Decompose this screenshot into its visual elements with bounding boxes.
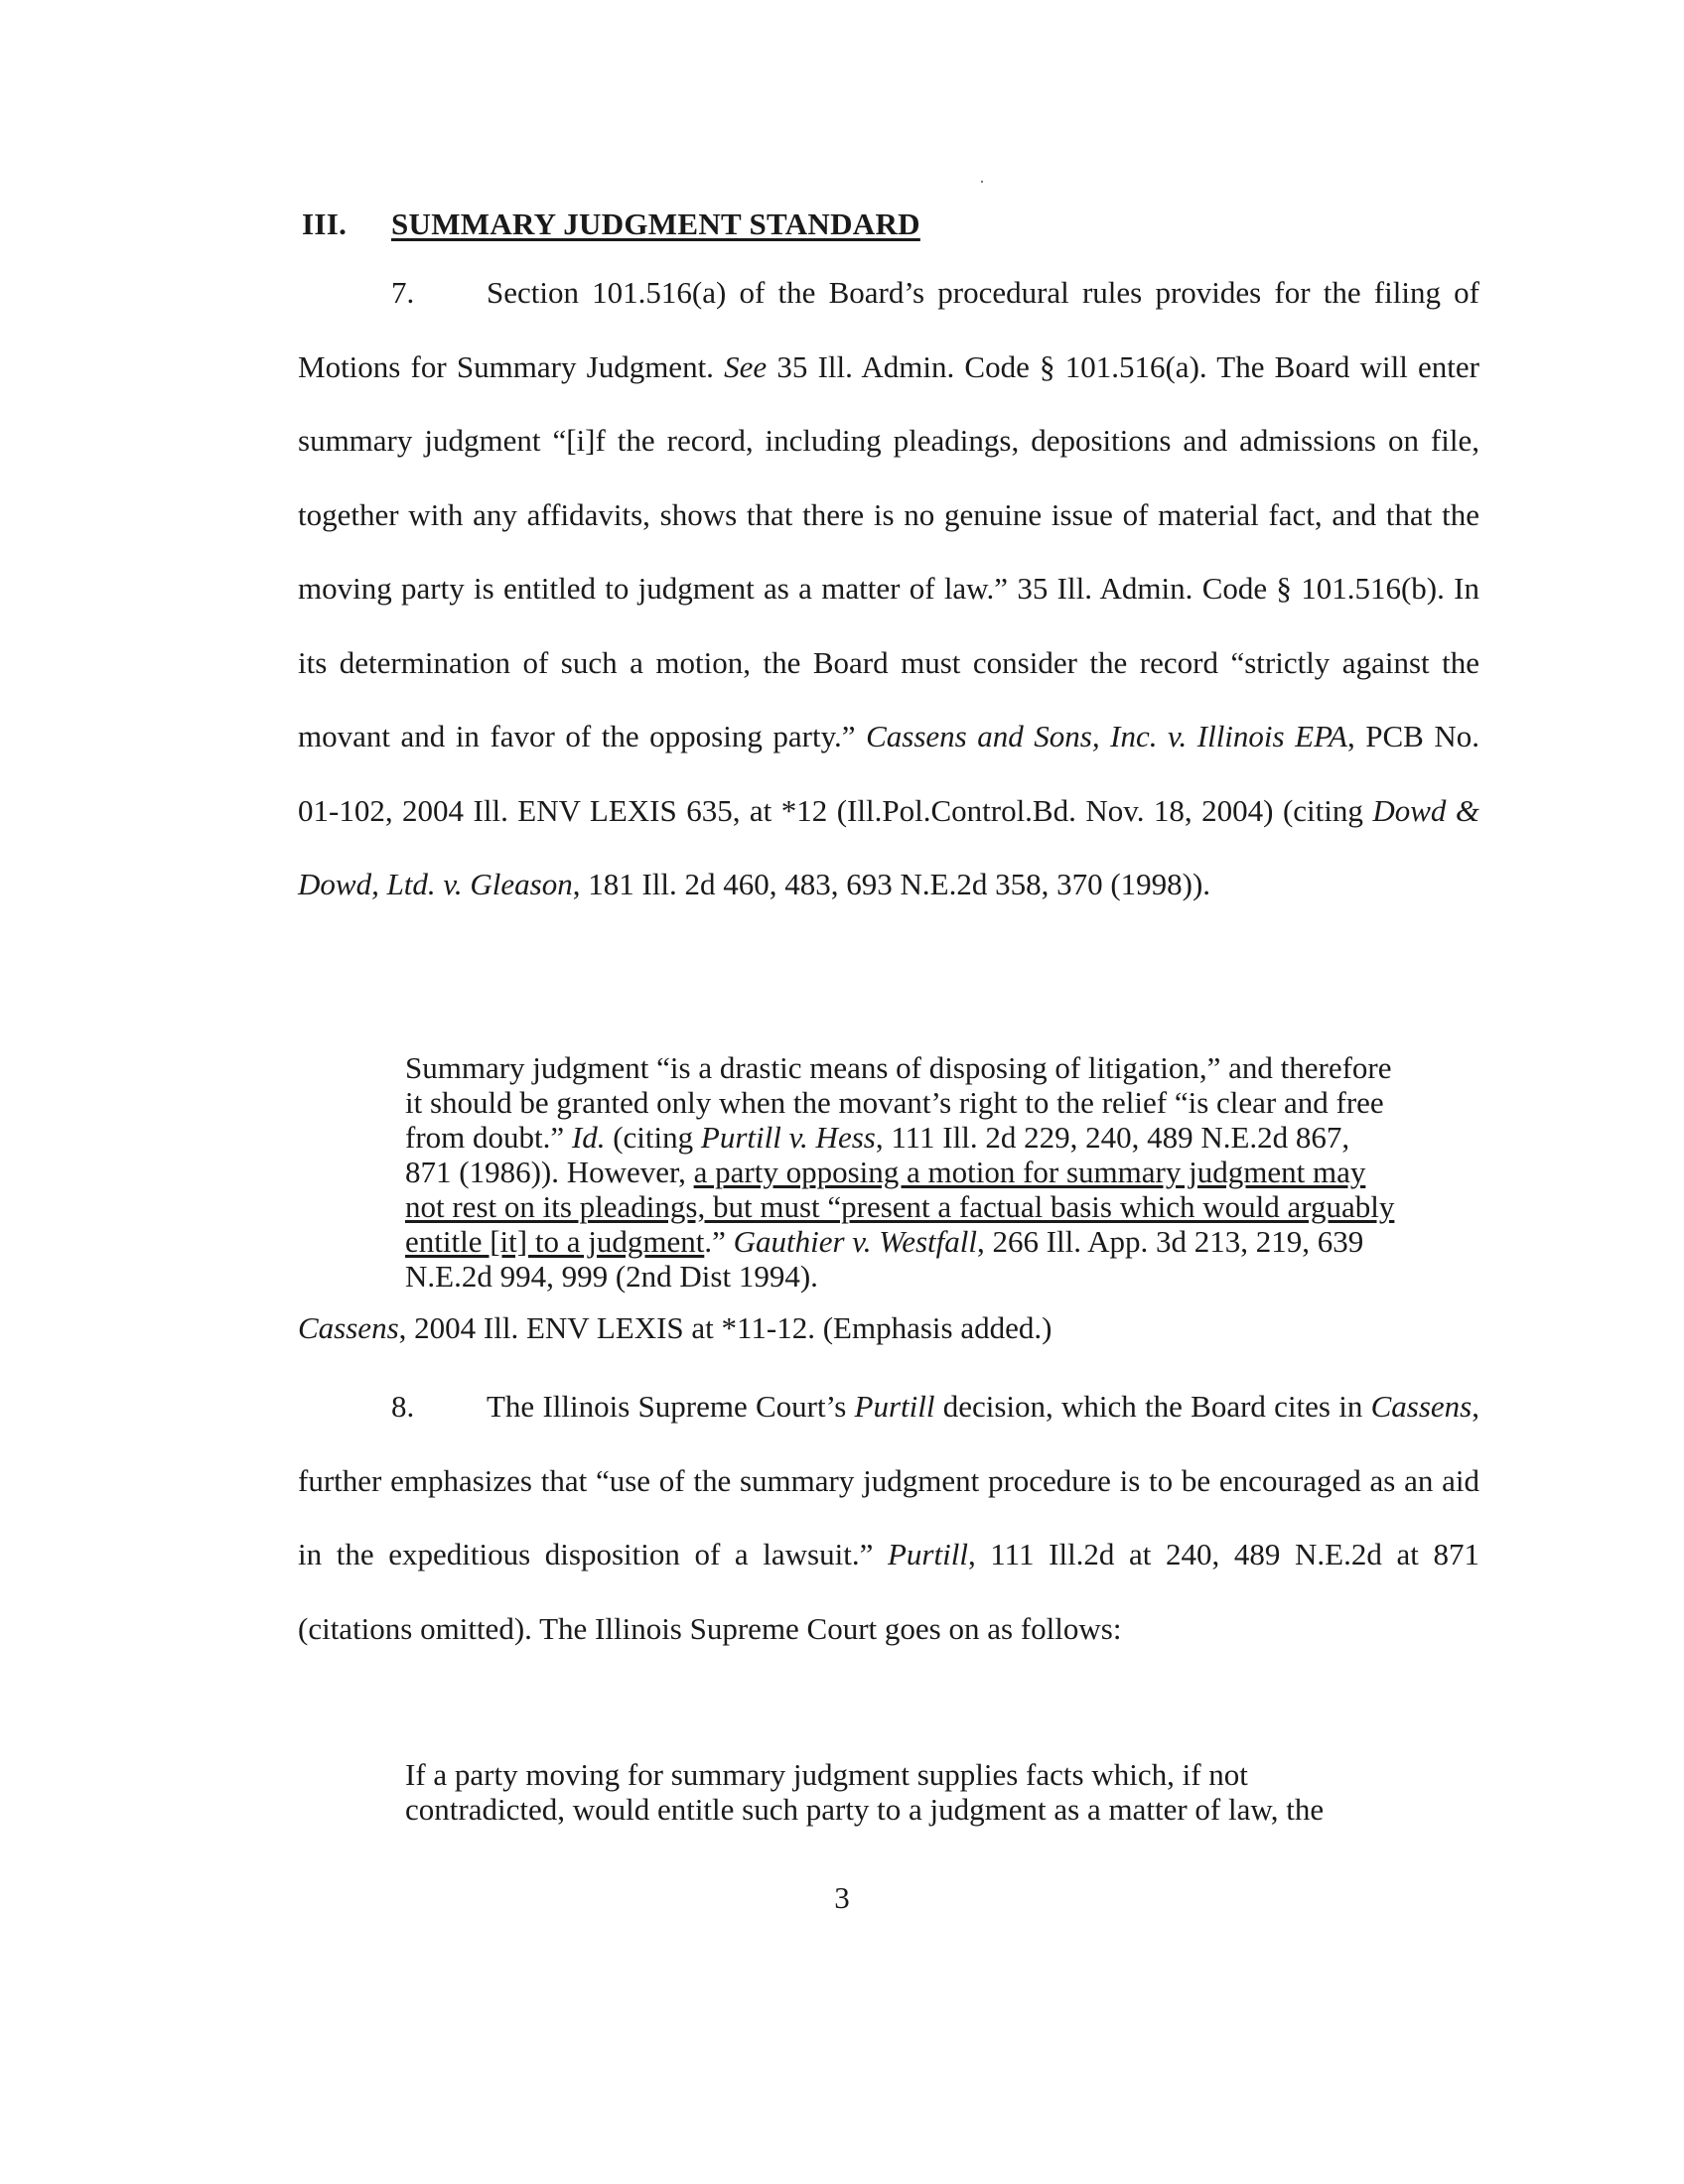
paragraph-number: 7.: [391, 275, 415, 310]
paragraph-text: Section 101.516(a) of the Board’s procedural rules provides for the filing of Motions for Summary Judgment.: [298, 275, 1479, 384]
case-name: Cassens: [298, 1310, 399, 1345]
paragraph-text: The Illinois Supreme Court’s: [487, 1389, 855, 1424]
citation-text: , PCB No. 01-102, 2004 Ill. ENV LEXIS 635, at *12 (Ill.Pol.Control.Bd. Nov. 18, 2004) (citing: [298, 719, 1480, 828]
case-name: Cassens and Sons, Inc. v. Illinois EPA: [866, 719, 1347, 753]
case-name: Dowd & Dowd, Ltd. v. Gleason: [298, 792, 1479, 901]
quote-text: , 266 Ill. App. 3d 213, 219, 639 N.E.2d 994, 999 (2nd Dist 1994).: [405, 1224, 1364, 1294]
case-name: Cassens: [1370, 1389, 1473, 1424]
signal-id: Id.: [571, 1120, 606, 1155]
emphasized-text: a party opposing a motion for summary judgment may not rest on its pleadings, but must “present a factual basis which would arguably entitle [it] to a judgment: [405, 1155, 1395, 1259]
paragraph-7: [298, 256, 1479, 922]
quote-text: .”: [704, 1224, 734, 1259]
quote-text: If a party moving for summary judgment supplies facts which, if not contradicted, would entitle such party to a judgment as a matter of law, the: [405, 1757, 1325, 1827]
quote-text: , 111 Ill. 2d 229, 240, 489 N.E.2d 867, 871 (1986)). However,: [405, 1120, 1350, 1189]
paragraph-number: 8.: [391, 1389, 415, 1424]
section-title: SUMMARY JUDGMENT STANDARD: [391, 206, 920, 241]
citation-text: , 2004 Ill. ENV LEXIS at *11-12. (Emphasis added.): [398, 1310, 1052, 1345]
signal-see: See: [724, 348, 768, 384]
paragraph-text: decision, which the Board cites in: [934, 1389, 1371, 1424]
case-name: Purtill: [854, 1389, 935, 1424]
case-name: Purtill: [887, 1537, 968, 1571]
section-number: III.: [302, 206, 348, 241]
case-name: Gauthier v. Westfall: [733, 1224, 977, 1259]
citation-text: , 111 Ill.2d at 240, 489 N.E.2d at 871 (citations omitted). The Illinois Supreme Court goes on as follows:: [298, 1537, 1479, 1646]
block-quote-2: [405, 1757, 1398, 1827]
page-number: 3: [834, 1880, 850, 1915]
citation-text: , 181 Ill. 2d 460, 483, 693 N.E.2d 358, 370 (1998)).: [572, 867, 1211, 901]
paragraph-text: The Board will enter summary judgment “[i]f the record, including pleadings, depositions and admissions on file, together with any affidavits, shows that there is no genuine issue of material fact, and that the moving party is entitled to judgment as a matter of law.” 35 Ill. Admin. Code § 101.516(b). In its determination of such a motion, the Board must consider the record “strictly against the movant and in favor of the opposing party.”: [298, 348, 1480, 753]
citation-text: 35 Ill. Admin. Code § 101.516(a).: [767, 348, 1217, 384]
block-quote-1: [405, 1050, 1398, 1294]
case-name: Purtill v. Hess: [700, 1120, 876, 1155]
quote-text: (citing: [605, 1120, 701, 1155]
quote-text: Summary judgment “is a drastic means of disposing of litigation,” and therefore it should be granted only when the movant’s right to the relief “is clear and free from doubt.”: [405, 1050, 1392, 1155]
scan-speck: [981, 181, 983, 183]
paragraph-8: [298, 1370, 1479, 1666]
quote-source-line: [298, 1310, 1052, 1346]
paragraph-text: , further emphasizes that “use of the summary judgment procedure is to be encouraged as an aid in the expeditious disposition of a lawsuit.”: [298, 1389, 1479, 1571]
section-heading: [302, 206, 920, 242]
